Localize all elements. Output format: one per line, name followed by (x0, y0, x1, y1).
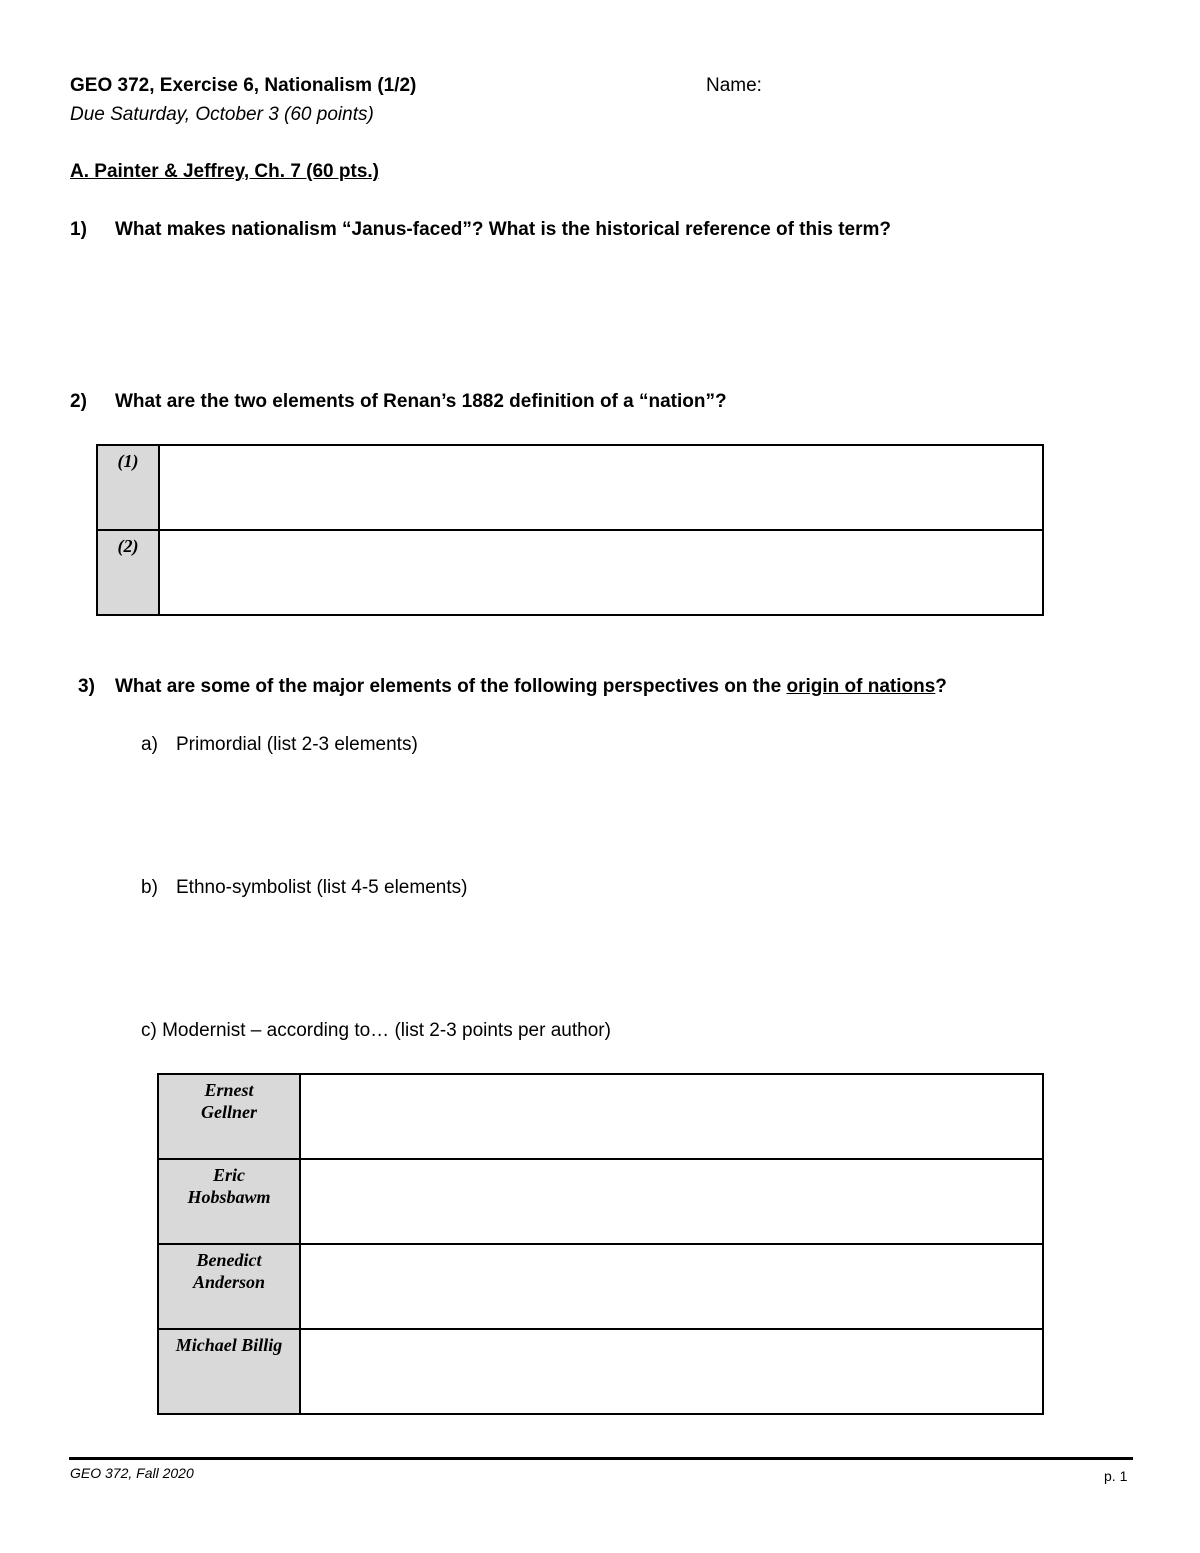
question-1 (70, 219, 891, 241)
element-2-label: (2) (97, 530, 159, 615)
sub-question-a-letter: a) (141, 734, 158, 755)
question-3-underlined: origin of nations (786, 676, 936, 697)
question-3-number: 3) (78, 676, 95, 697)
question-2 (70, 391, 727, 413)
question-3 (78, 676, 947, 698)
author-anderson-answer-cell[interactable] (300, 1244, 1043, 1329)
table-row (158, 1329, 1043, 1414)
name-label: Name: (706, 75, 762, 96)
section-a-heading: A. Painter & Jeffrey, Ch. 7 (60 pts.) (70, 161, 380, 182)
author-hobsbawm-label: Eric Hobsbawm (158, 1159, 300, 1244)
due-date: Due Saturday, October 3 (60 points) (70, 104, 374, 125)
question-3-text: What are some of the major elements of the following perspectives on the (115, 676, 787, 697)
table-row (97, 530, 1043, 615)
modernist-authors-table (157, 1073, 1044, 1415)
page-number: p. 1 (1104, 1468, 1128, 1484)
sub-question-b-letter: b) (141, 877, 158, 898)
table-row (158, 1159, 1043, 1244)
renan-elements-table (96, 444, 1044, 616)
element-1-answer-cell[interactable] (159, 445, 1043, 530)
question-1-number: 1) (70, 219, 87, 240)
author-hobsbawm-answer-cell[interactable] (300, 1159, 1043, 1244)
sub-question-a (141, 734, 418, 756)
sub-question-b-text: Ethno-symbolist (list 4-5 elements) (176, 877, 468, 898)
table-row (158, 1074, 1043, 1159)
author-billig-answer-cell[interactable] (300, 1329, 1043, 1414)
exercise-title: GEO 372, Exercise 6, Nationalism (1/2) (70, 75, 417, 96)
footer-divider (69, 1457, 1133, 1460)
author-gellner-answer-cell[interactable] (300, 1074, 1043, 1159)
author-billig-label: Michael Billig (158, 1329, 300, 1414)
author-anderson-label: Benedict Anderson (158, 1244, 300, 1329)
element-2-answer-cell[interactable] (159, 530, 1043, 615)
table-row (158, 1244, 1043, 1329)
question-2-number: 2) (70, 391, 87, 412)
table-row (97, 445, 1043, 530)
question-3-end: ? (935, 676, 947, 697)
sub-question-c: c) Modernist – according to… (list 2-3 points per author) (141, 1020, 611, 1041)
footer-course: GEO 372, Fall 2020 (70, 1465, 194, 1481)
author-gellner-label: Ernest Gellner (158, 1074, 300, 1159)
sub-question-b (141, 877, 467, 899)
sub-question-a-text: Primordial (list 2-3 elements) (176, 734, 418, 755)
element-1-label: (1) (97, 445, 159, 530)
question-1-text: What makes nationalism “Janus-faced”? What is the historical reference of this term? (115, 219, 892, 240)
question-2-text: What are the two elements of Renan’s 1882 definition of a “nation”? (115, 391, 727, 412)
